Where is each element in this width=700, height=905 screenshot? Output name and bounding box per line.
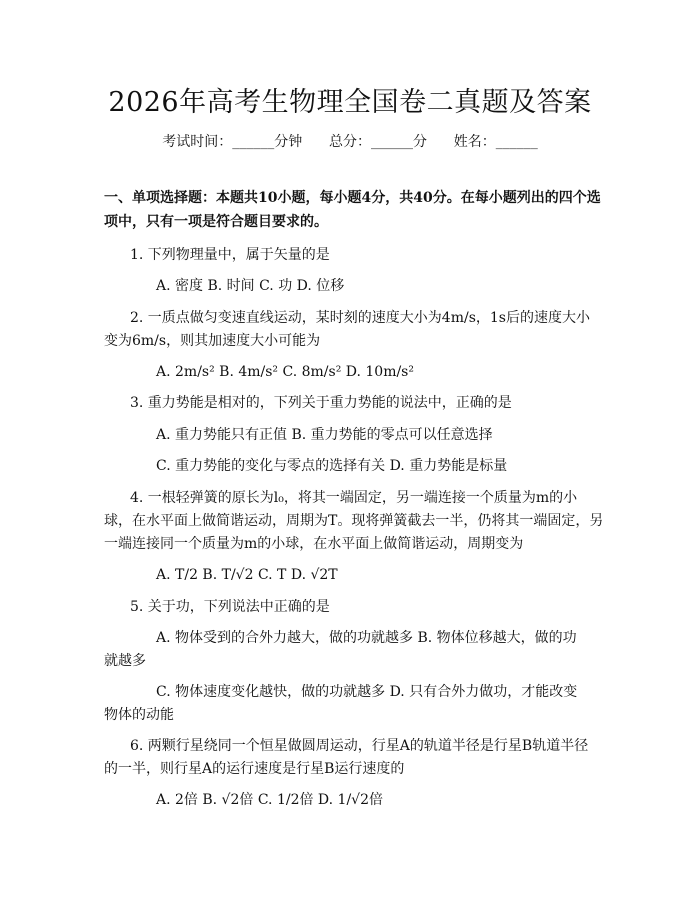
- question-4-stem: 4. 一根轻弹簧的原长为l₀，将其一端固定，另一端连接一个质量为m的小: [130, 490, 578, 506]
- exam-meta: [0, 131, 700, 151]
- question-6-stem-cont: 的一半，则行星A的运行速度是行星B运行速度的: [104, 761, 405, 777]
- page-title: 2026年高考生物理全国卷二真题及答案: [108, 87, 592, 118]
- question-5-options-row1: A. 物体受到的合外力越大，做的功就越多 B. 物体位移越大，做的功: [156, 630, 577, 646]
- question-5-options-row2-cont: 物体的动能: [104, 707, 174, 723]
- time-blank: ______: [232, 134, 275, 150]
- question-2-options: A. 2m/s² B. 4m/s² C. 8m/s² D. 10m/s²: [156, 364, 414, 380]
- name-blank: ______: [495, 134, 538, 150]
- question-5-options-row2: C. 物体速度变化越快，做的功就越多 D. 只有合外力做功，才能改变: [156, 684, 578, 700]
- score-blank: ______: [371, 134, 413, 150]
- time-label: 考试时间：: [162, 134, 233, 150]
- score-unit: 分: [413, 134, 427, 150]
- question-3-options-row1: A. 重力势能只有正值 B. 重力势能的零点可以任意选择: [156, 427, 493, 443]
- question-2-stem-cont: 变为6m/s，则其加速度大小可能为: [104, 333, 321, 349]
- question-2-stem: 2. 一质点做匀变速直线运动，某时刻的速度大小为4m/s，1s后的速度大小: [130, 310, 590, 326]
- question-5-options-row1-cont: 就越多: [104, 653, 146, 669]
- name-label: 姓名：: [453, 134, 496, 150]
- question-6-options: A. 2倍 B. √2倍 C. 1/2倍 D. 1/√2倍: [156, 792, 384, 808]
- question-6-stem: 6. 两颗行星绕同一个恒星做圆周运动，行星A的轨道半径是行星B轨道半径: [130, 738, 589, 754]
- question-4-stem-cont-2: 一端连接同一个质量为m的小球，在水平面上做简谐运动，周期变为: [104, 536, 524, 552]
- question-4-stem-cont-1: 球，在水平面上做简谐运动，周期为T。现将弹簧截去一半，仍将其一端固定，另: [104, 513, 604, 529]
- time-unit: 分钟: [274, 134, 303, 150]
- question-5-stem: 5. 关于功，下列说法中正确的是: [130, 599, 330, 615]
- question-4-options: A. T/2 B. T/√2 C. T D. √2T: [156, 567, 338, 583]
- question-1-options: A. 密度 B. 时间 C. 功 D. 位移: [156, 278, 345, 294]
- question-3-options-row2: C. 重力势能的变化与零点的选择有关 D. 重力势能是标量: [156, 458, 508, 474]
- question-3-stem: 3. 重力势能是相对的，下列关于重力势能的说法中，正确的是: [130, 395, 512, 411]
- score-label: 总分：: [329, 134, 371, 150]
- question-1-stem: 1. 下列物理量中，属于矢量的是: [130, 247, 330, 263]
- section-heading: 一、单项选择题：本题共10小题，每小题4分，共40分。在每小题列出的四个选项中，只有一项是符合题目要求的。: [104, 190, 601, 230]
